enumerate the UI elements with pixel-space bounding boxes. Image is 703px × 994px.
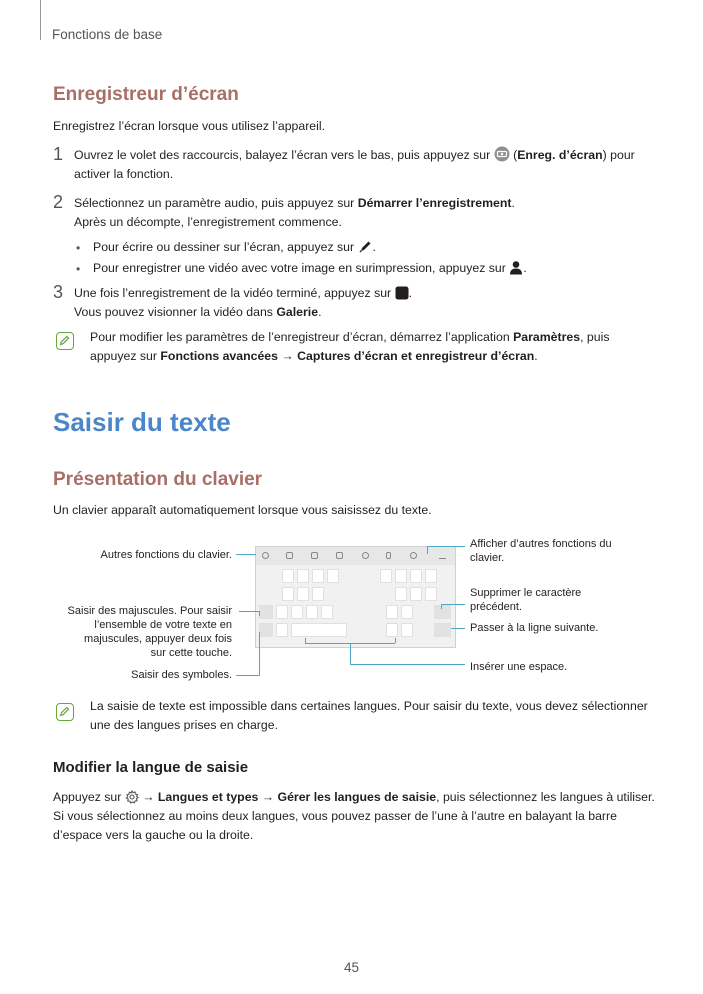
- keyboard-intro: Un clavier apparaît automatiquement lorsque vous saisissez du texte.: [53, 503, 432, 517]
- arrow: →: [281, 349, 294, 363]
- caption-newline: Passer à la ligne suivante.: [470, 622, 599, 634]
- key: [395, 569, 407, 583]
- keyboard-illustration: [255, 546, 456, 648]
- language-bold-1: Langues et types: [157, 790, 259, 804]
- step-2-text-a: Sélectionnez un paramètre audio, puis appuyez sur: [74, 196, 355, 210]
- step-1-text-c: ) pour: [602, 148, 635, 162]
- screen-recorder-intro: Enregistrez l’écran lorsque vous utilisez l’appareil.: [53, 119, 326, 133]
- key: [276, 605, 288, 619]
- bullet-mark: •: [76, 262, 81, 276]
- bullet-2-text: Pour enregistrer une vidéo avec votre image en surimpression, appuyez sur: [93, 261, 506, 275]
- key: [276, 623, 288, 637]
- step-3-end: .: [408, 286, 412, 300]
- note-icon: [56, 332, 74, 350]
- caption-delete: [470, 586, 650, 614]
- step-2-line2: Après un décompte, l’enregistrement commence.: [74, 215, 342, 229]
- note-screen-recorder: [90, 328, 670, 366]
- more-icon: [439, 552, 446, 559]
- note-language-line1: La saisie de texte est impossible dans certaines langues. Pour saisir du texte, vous devez sélectionner: [90, 699, 648, 713]
- callout-line: [441, 604, 442, 609]
- key: [312, 569, 324, 583]
- caption-more-functions: Autres fonctions du clavier.: [100, 549, 232, 561]
- person-icon: [509, 260, 523, 275]
- key: [386, 623, 398, 637]
- clipboard-icon: [336, 552, 343, 559]
- caption-delete-line: Supprimer le caractère: [470, 587, 582, 599]
- key: [410, 569, 422, 583]
- callout-line: [441, 604, 465, 605]
- bullet-2-end: .: [523, 261, 527, 275]
- note-end: .: [534, 349, 538, 363]
- note-bold-2: Fonctions avancées: [160, 349, 278, 363]
- key: [395, 587, 407, 601]
- key: [321, 605, 333, 619]
- note-text-b: , puis: [580, 330, 610, 344]
- key: [380, 569, 392, 583]
- language-text-a: Appuyez sur: [53, 790, 122, 804]
- note-text-c: appuyez sur: [90, 349, 157, 363]
- enter-key: [434, 623, 451, 637]
- gear-icon: [125, 790, 139, 804]
- subsection-title-language: Modifier la langue de saisie: [53, 759, 249, 776]
- chapter-heading-text-input: Saisir du texte: [53, 407, 231, 437]
- language-line3: d’espace vers la gauche ou la droite.: [53, 828, 254, 842]
- callout-line: [259, 611, 260, 616]
- arrow: →: [261, 790, 275, 804]
- caption-space: Insérer une espace.: [470, 661, 568, 673]
- mic-icon: [386, 552, 391, 559]
- key: [282, 587, 294, 601]
- section-title-keyboard: Présentation du clavier: [53, 469, 263, 490]
- caption-show-more-line: clavier.: [470, 552, 505, 564]
- bullet-1-text: Pour écrire ou dessiner sur l’écran, appuyez sur: [93, 240, 355, 254]
- key: [425, 587, 437, 601]
- caption-caps-line: majuscules, appuyer deux fois: [84, 633, 232, 645]
- note-text-a: Pour modifier les paramètres de l’enregistreur d’écran, démarrez l’application: [90, 330, 510, 344]
- bullet-mark: •: [76, 241, 81, 255]
- step-2-bold: Démarrer l’enregistrement: [357, 196, 512, 210]
- backspace-key: [434, 605, 451, 619]
- callout-line: [427, 546, 465, 547]
- bullet-1: [93, 238, 376, 257]
- key: [425, 569, 437, 583]
- stop-icon: [395, 286, 409, 300]
- step-3-bold: Galerie: [276, 305, 319, 319]
- bullet-2: [93, 259, 527, 278]
- step-3-text-a: Une fois l’enregistrement de la vidéo terminé, appuyez sur: [74, 286, 392, 300]
- note-bold-1: Paramètres: [513, 330, 581, 344]
- language-text-b: , puis sélectionnez les langues à utiliser.: [436, 790, 655, 804]
- callout-line: [259, 632, 260, 675]
- step-2-end: .: [511, 196, 515, 210]
- key: [297, 587, 309, 601]
- emoji-icon: [262, 552, 269, 559]
- note-bold-3: Captures d’écran et enregistreur d’écran: [297, 349, 535, 363]
- pen-icon: [358, 239, 373, 254]
- space-key: [291, 623, 347, 637]
- callout-line: [236, 554, 256, 555]
- step-1-text: [74, 146, 674, 184]
- note-icon: [56, 703, 74, 721]
- caption-symbols: Saisir des symboles.: [131, 669, 232, 681]
- step-3-line2-end: .: [318, 305, 322, 319]
- caption-delete-line: précédent.: [470, 601, 522, 613]
- shift-key: [259, 605, 273, 619]
- step-2-text: [74, 194, 674, 232]
- symbols-key: [259, 623, 273, 637]
- caption-caps-line: l’ensemble de votre texte en: [94, 619, 232, 631]
- language-paragraph: [53, 788, 683, 845]
- section-title-screen-recorder: Enregistreur d’écran: [53, 84, 239, 105]
- header-rule: [40, 0, 41, 40]
- step-number: 1: [53, 144, 64, 164]
- key: [386, 605, 398, 619]
- key: [401, 623, 413, 637]
- callout-line: [350, 643, 351, 664]
- step-1-paren-open: (: [513, 148, 518, 162]
- arrow: →: [142, 790, 155, 804]
- settings-icon: [410, 552, 417, 559]
- key: [410, 587, 422, 601]
- step-number: 2: [53, 192, 64, 212]
- callout-line: [350, 664, 465, 665]
- note-language: [90, 697, 680, 735]
- callout-line: [451, 628, 465, 629]
- callout-line: [395, 638, 396, 643]
- screen-recorder-icon: [494, 146, 510, 162]
- key: [306, 605, 318, 619]
- step-1-text-a: Ouvrez le volet des raccourcis, balayez l’écran vers le bas, puis appuyez sur: [74, 148, 491, 162]
- language-bold-2: Gérer les langues de saisie: [277, 790, 437, 804]
- step-1-bold: Enreg. d’écran: [517, 148, 603, 162]
- caption-show-more-line: Afficher d’autres fonctions du: [470, 538, 612, 550]
- key: [401, 605, 413, 619]
- step-1-line2: activer la fonction.: [74, 167, 174, 181]
- key: [282, 569, 294, 583]
- step-3-line2: Vous pouvez visionner la vidéo dans: [74, 305, 273, 319]
- search-icon: [362, 552, 369, 559]
- gif-icon: [311, 552, 318, 559]
- caption-caps-line: sur cette touche.: [150, 647, 232, 659]
- callout-line: [427, 546, 428, 554]
- language-line2: Si vous sélectionnez au moins deux langues, vous pouvez passer de l’une à l’autre en balayant la barre: [53, 809, 617, 823]
- key: [327, 569, 339, 583]
- callout-line: [236, 675, 260, 676]
- step-3-text: [74, 284, 674, 322]
- caption-caps: [40, 604, 232, 660]
- key: [297, 569, 309, 583]
- key: [291, 605, 303, 619]
- keyboard-toolbar: [256, 547, 455, 565]
- caption-show-more: [470, 537, 650, 565]
- key: [312, 587, 324, 601]
- note-language-line2: une des langues prises en charge.: [90, 718, 278, 732]
- caption-caps-line: Saisir des majuscules. Pour saisir: [67, 605, 232, 617]
- callout-line: [239, 611, 259, 612]
- sticker-icon: [286, 552, 293, 559]
- page-number: 45: [343, 960, 360, 975]
- bullet-1-end: .: [372, 240, 376, 254]
- chapter-title: Fonctions de base: [52, 27, 163, 42]
- step-number: 3: [53, 282, 64, 302]
